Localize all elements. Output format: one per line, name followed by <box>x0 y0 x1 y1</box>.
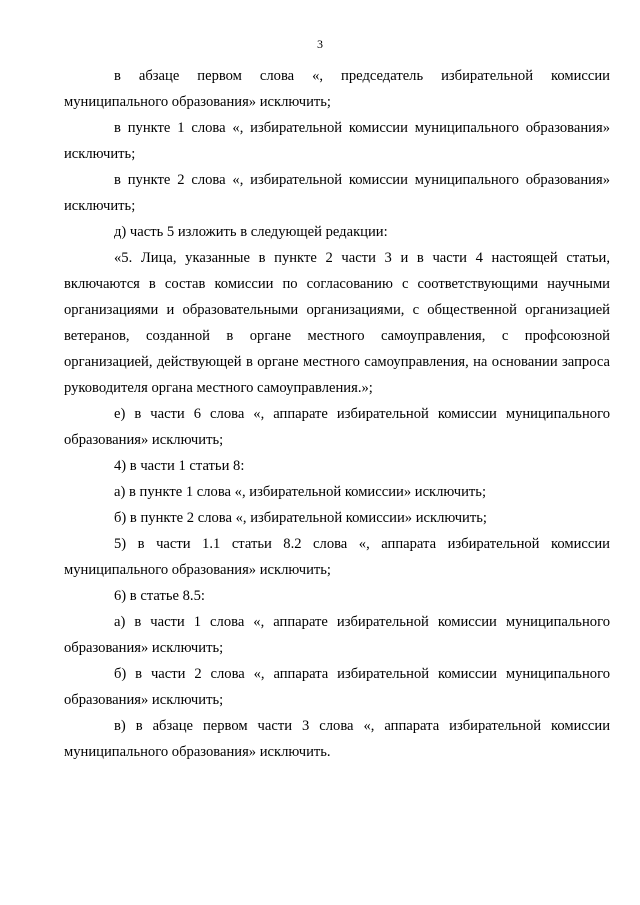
paragraph: а) в части 1 слова «, аппарате избирательной комиссии муниципального образования» исключить; <box>64 614 610 656</box>
paragraph: в пункте 2 слова «, избирательной комиссии муниципального образования» исключить; <box>64 172 610 214</box>
paragraph: 4) в части 1 статьи 8: <box>114 458 245 474</box>
paragraph: в) в абзаце первом части 3 слова «, аппарата избирательной комиссии муниципального образования» исключить. <box>64 718 610 760</box>
page-number: 3 <box>317 37 323 51</box>
document-body <box>64 63 610 765</box>
paragraph: д) часть 5 изложить в следующей редакции: <box>114 224 388 240</box>
paragraph: в пункте 1 слова «, избирательной комиссии муниципального образования» исключить; <box>64 120 610 162</box>
paragraph: в абзаце первом слова «, председатель избирательной комиссии муниципального образования» исключить; <box>64 68 610 110</box>
paragraph: а) в пункте 1 слова «, избирательной комиссии» исключить; <box>114 484 487 500</box>
paragraph: 6) в статье 8.5: <box>114 588 205 604</box>
paragraph: е) в части 6 слова «, аппарате избирательной комиссии муниципального образования» исключить; <box>64 406 610 448</box>
paragraph: б) в части 2 слова «, аппарата избирательной комиссии муниципального образования» исключить; <box>64 666 610 708</box>
paragraph: б) в пункте 2 слова «, избирательной комиссии» исключить; <box>114 510 487 526</box>
paragraph: «5. Лица, указанные в пункте 2 части 3 и в части 4 настоящей статьи, включаются в состав комиссии по согласованию с соответствующими научными организациями и образовательными организациями, с общественной организацией ветеранов, созданной в органе местного самоуправления, с профсоюзной организацией, действующей в органе местного самоуправления, на основании запроса руководителя органа местного самоуправления.»; <box>64 250 610 396</box>
paragraph: 5) в части 1.1 статьи 8.2 слова «, аппарата избирательной комиссии муниципального образования» исключить; <box>64 536 610 578</box>
